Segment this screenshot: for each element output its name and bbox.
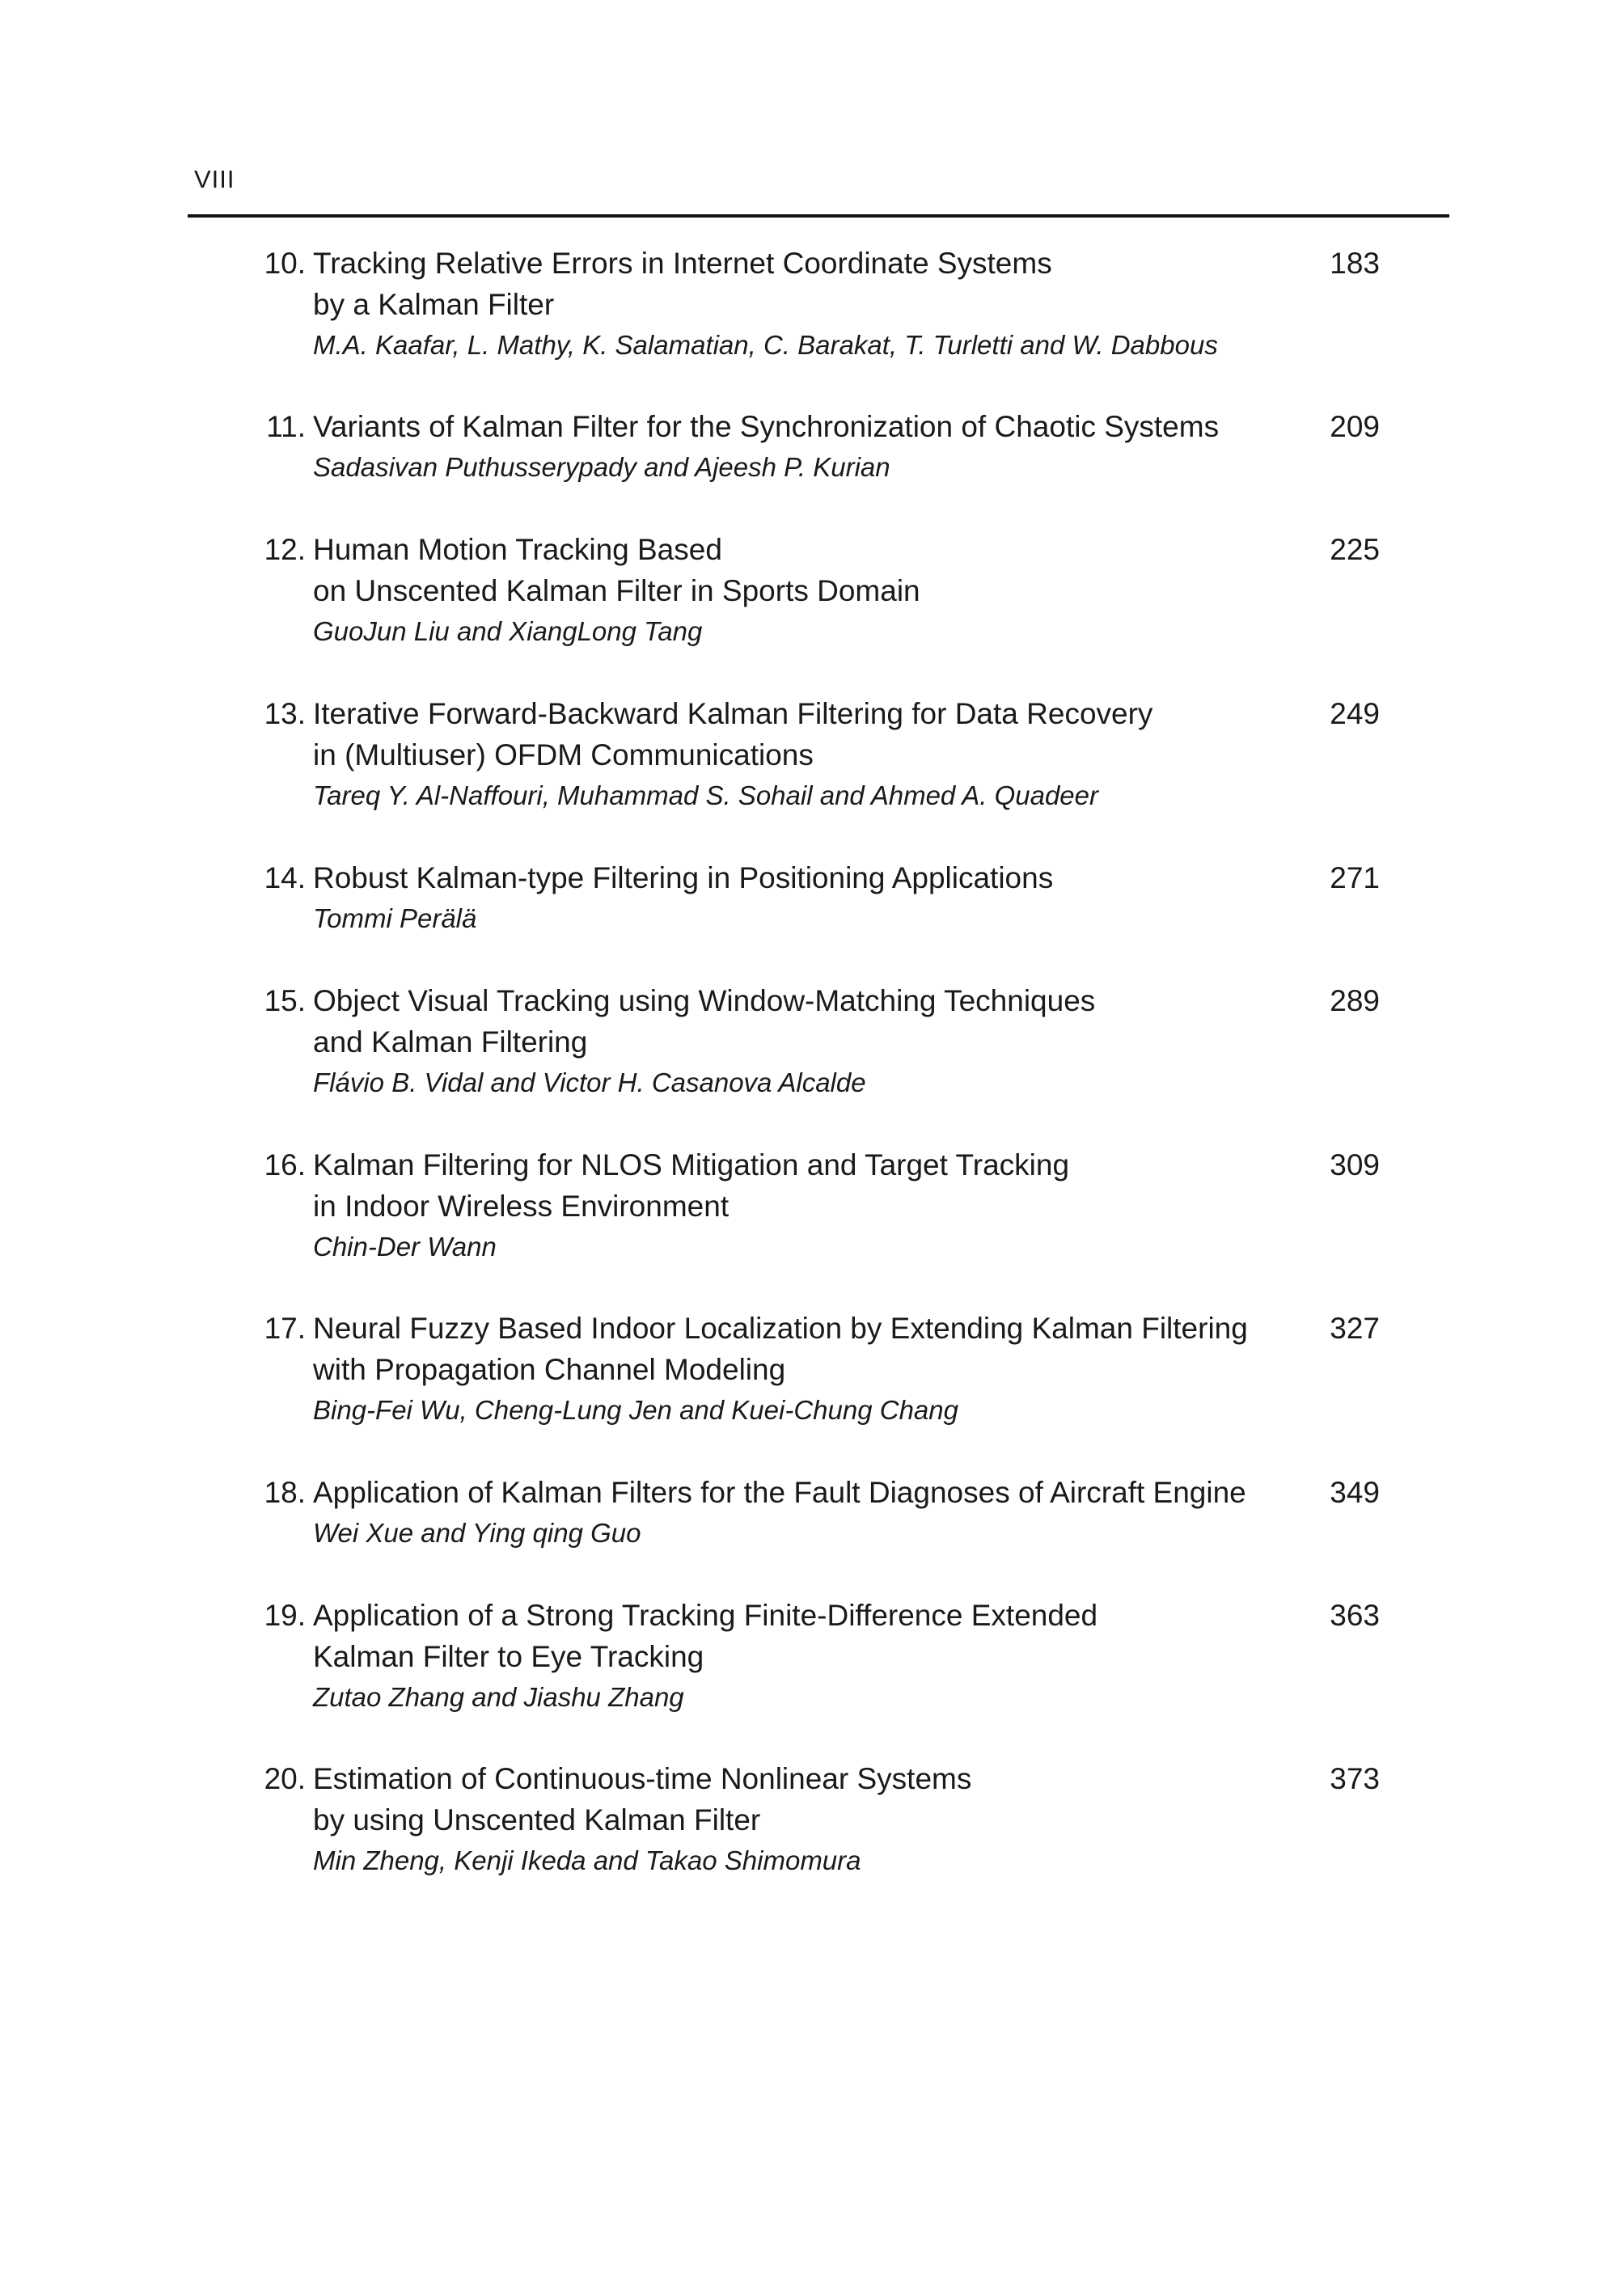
- chapter-page-number: 309: [1330, 1148, 1380, 1181]
- chapter-page-number: 183: [1330, 247, 1380, 280]
- chapter-page-number: 209: [1330, 410, 1380, 443]
- chapter-title-line: Robust Kalman-type Filtering in Positioning Applications: [313, 861, 1054, 894]
- chapter-title-line: Iterative Forward-Backward Kalman Filtering for Data Recovery: [313, 697, 1153, 730]
- chapter-authors: Flávio B. Vidal and Victor H. Casanova Alcalde: [313, 1067, 866, 1097]
- chapter-title-line: Neural Fuzzy Based Indoor Localization by Extending Kalman Filtering: [313, 1312, 1248, 1345]
- chapter-title-block: [313, 980, 1284, 1102]
- chapter-authors: GuoJun Liu and XiangLong Tang: [313, 616, 703, 646]
- chapter-number: 11.: [266, 410, 306, 443]
- chapter-authors: Wei Xue and Ying qing Guo: [313, 1518, 641, 1548]
- chapter-title-block: [313, 1595, 1284, 1717]
- chapter-title-line: in Indoor Wireless Environment: [313, 1190, 730, 1223]
- chapter-title-line: Application of Kalman Filters for the Fault Diagnoses of Aircraft Engine: [313, 1476, 1246, 1509]
- chapter-title-block: [313, 693, 1284, 815]
- chapter-number: 17.: [264, 1312, 306, 1345]
- chapter-title-block: [313, 529, 1284, 651]
- chapter-title-line: Object Visual Tracking using Window-Matching Techniques: [313, 984, 1096, 1017]
- chapter-number: 13.: [264, 697, 306, 730]
- chapter-authors: Tareq Y. Al-Naffouri, Muhammad S. Sohail and Ahmed A. Quadeer: [313, 780, 1098, 810]
- chapter-title-block: [313, 1758, 1284, 1880]
- chapter-number: 19.: [264, 1599, 306, 1632]
- chapter-authors: Sadasivan Puthusserypady and Ajeesh P. Kurian: [313, 452, 890, 482]
- chapter-title-block: [313, 857, 1284, 938]
- chapter-page-number: 373: [1330, 1762, 1380, 1795]
- chapter-authors: Min Zheng, Kenji Ikeda and Takao Shimomura: [313, 1845, 861, 1875]
- chapter-number: 16.: [264, 1148, 306, 1181]
- chapter-page-number: 249: [1330, 697, 1380, 730]
- chapter-title-line: with Propagation Channel Modeling: [313, 1353, 786, 1386]
- chapter-page-number: 327: [1330, 1312, 1380, 1345]
- chapter-title-line: Tracking Relative Errors in Internet Coordinate Systems: [313, 247, 1052, 280]
- chapter-number: 10.: [264, 247, 306, 280]
- chapter-title-block: [313, 1308, 1284, 1430]
- chapter-title-block: [313, 1472, 1284, 1553]
- header-rule: [188, 214, 1449, 218]
- chapter-authors: M.A. Kaafar, L. Mathy, K. Salamatian, C. Barakat, T. Turletti and W. Dabbous: [313, 330, 1218, 360]
- chapter-title-block: [313, 406, 1284, 487]
- chapter-title-block: [313, 1144, 1284, 1266]
- chapter-title-line: Human Motion Tracking Based: [313, 533, 722, 566]
- chapter-title-line: by using Unscented Kalman Filter: [313, 1803, 761, 1837]
- chapter-number: 14.: [264, 861, 306, 894]
- chapter-authors: Bing-Fei Wu, Cheng-Lung Jen and Kuei-Chung Chang: [313, 1395, 958, 1425]
- page-number: VIII: [194, 165, 235, 193]
- chapter-page-number: 225: [1330, 533, 1380, 566]
- chapter-authors: Zutao Zhang and Jiashu Zhang: [313, 1682, 684, 1712]
- chapter-number: 12.: [264, 533, 306, 566]
- chapter-page-number: 363: [1330, 1599, 1380, 1632]
- chapter-page-number: 289: [1330, 984, 1380, 1017]
- chapter-title-line: Kalman Filter to Eye Tracking: [313, 1640, 704, 1673]
- chapter-title-line: and Kalman Filtering: [313, 1025, 588, 1059]
- chapter-title-line: on Unscented Kalman Filter in Sports Domain: [313, 574, 920, 607]
- chapter-title-line: Application of a Strong Tracking Finite-Difference Extended: [313, 1599, 1098, 1632]
- chapter-authors: Tommi Perälä: [313, 903, 477, 933]
- chapter-page-number: 271: [1330, 861, 1380, 894]
- chapter-title-line: Estimation of Continuous-time Nonlinear Systems: [313, 1762, 972, 1795]
- chapter-authors: Chin-Der Wann: [313, 1232, 497, 1262]
- chapter-title-line: Variants of Kalman Filter for the Synchronization of Chaotic Systems: [313, 410, 1220, 443]
- chapter-title-block: [313, 243, 1284, 365]
- chapter-number: 18.: [264, 1476, 306, 1509]
- chapter-page-number: 349: [1330, 1476, 1380, 1509]
- chapter-number: 15.: [264, 984, 306, 1017]
- chapter-number: 20.: [264, 1762, 306, 1795]
- chapter-title-line: Kalman Filtering for NLOS Mitigation and Target Tracking: [313, 1148, 1070, 1181]
- chapter-title-line: in (Multiuser) OFDM Communications: [313, 738, 814, 771]
- chapter-title-line: by a Kalman Filter: [313, 288, 555, 321]
